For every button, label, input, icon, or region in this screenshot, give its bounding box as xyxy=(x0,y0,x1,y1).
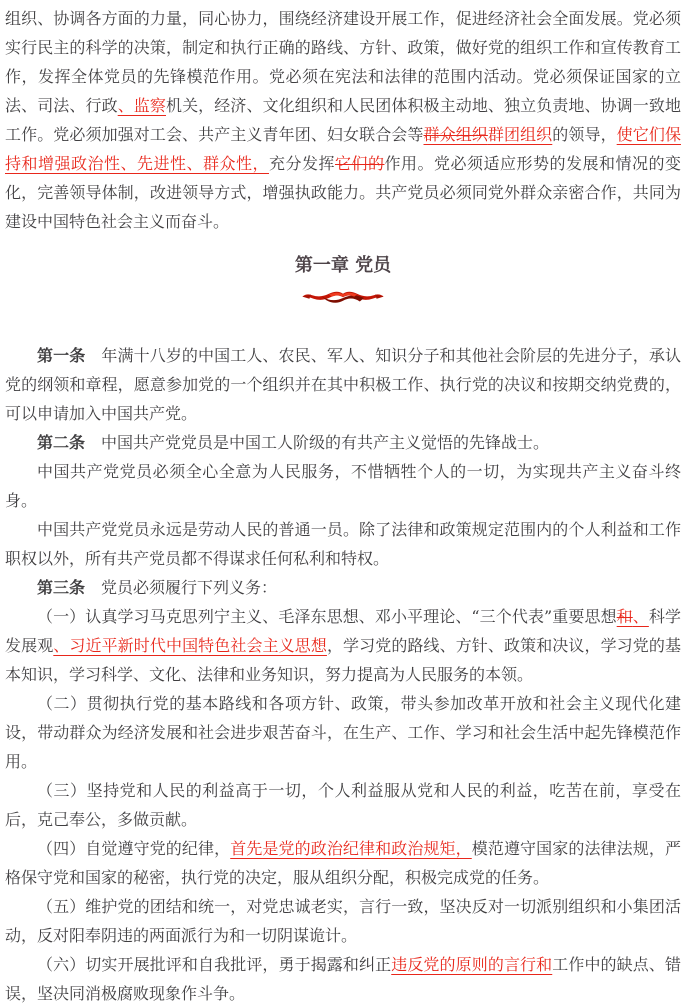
text-run: 组织、协调各方面的力量，同心协力，围绕经济建设开展工作，促进经济社会全面发展。党必须实行民主的科学的决策，制定和执行正确的路线、方针、政策，做好党的组织工作和宣传教育工作，发挥全体党员的先锋模范作用。党必须在宪法和法律的范围内活动。党必须保证国家的立法、司法、行政 xyxy=(5,9,681,115)
text-run: ，学习党的路线、方针、政策和决议，学习党的基本知识，学习科学、文化、法律和业务知识，努力提高为人民服务的本领。 xyxy=(5,636,681,684)
text-run: （一）认真学习马克思列宁主义、毛泽东思想、邓小平理论、“三个代表”重要思想 xyxy=(37,607,617,626)
paragraph xyxy=(5,950,681,1008)
text-run: 模范遵守国家的法律法规，严格保守党和国家的秘密，执行党的决定，服从组织分配，积极完成党的任务。 xyxy=(5,839,681,887)
paragraph xyxy=(5,776,681,834)
text-run: （二）贯彻执行党的基本路线和各项方针、政策，带头参加改革开放和社会主义现代化建设，带动群众为经济发展和社会进步艰苦奋斗，在生产、工作、学习和社会生活中起先锋模范作用。 xyxy=(5,694,681,771)
inserted-text: 首先是党的政治纪律和政治规矩， xyxy=(230,839,472,858)
text-run: 党员必须履行下列义务： xyxy=(85,578,278,597)
document-body xyxy=(5,4,681,1008)
article-number: 第一条 xyxy=(37,346,86,365)
text-run: （六）切实开展批评和自我批评，勇于揭露和纠正 xyxy=(37,955,392,974)
text-run: 中国共产党党员永远是劳动人民的普通一员。除了法律和政策规定范围内的个人利益和工作职权以外，所有共产党员都不得谋求任何私利和特权。 xyxy=(5,520,681,568)
paragraph xyxy=(5,4,681,236)
paragraph xyxy=(5,892,681,950)
paragraph xyxy=(5,689,681,776)
text-run: 充分发挥 xyxy=(268,154,335,173)
ribbon-divider xyxy=(5,287,681,313)
paragraph xyxy=(5,834,681,892)
text-run: 工作中的缺点、错误，坚决同消极腐败现象作斗争。 xyxy=(5,955,681,1003)
inserted-text: 、监察 xyxy=(117,96,166,115)
text-run: 科学发展观 xyxy=(5,607,681,655)
inserted-text: 、习近平新时代中国特色社会主义思想 xyxy=(53,636,327,655)
paragraph xyxy=(5,602,681,689)
paragraph xyxy=(5,341,681,428)
deleted-text: 它们的 xyxy=(334,154,385,173)
article-number: 第三条 xyxy=(37,578,86,597)
inserted-text: 违反党的原则的言行和 xyxy=(391,955,553,974)
text-run: 中国共产党党员是中国工人阶级的有共产主义觉悟的先锋战士。 xyxy=(85,433,550,452)
text-run: （四）自觉遵守党的纪律， xyxy=(37,839,231,858)
inserted-text: 、 xyxy=(632,607,649,626)
text-run: （三）坚持党和人民的利益高于一切，个人利益服从党和人民的利益，吃苦在前，享受在后，克己奉公，多做贡献。 xyxy=(5,781,681,829)
red-ribbon-icon xyxy=(301,287,385,309)
deleted-text: 群众组织 xyxy=(423,125,488,144)
inserted-text: 群团组织 xyxy=(487,125,553,144)
paragraph xyxy=(5,428,681,457)
paragraph xyxy=(5,515,681,573)
article-number: 第二条 xyxy=(37,433,86,452)
inserted-text: 使它们保持和增强政治性、先进性、群众性， xyxy=(5,125,681,173)
text-run: 中国共产党党员必须全心全意为人民服务，不惜牺牲个人的一切，为实现共产主义奋斗终身。 xyxy=(5,462,681,510)
text-run: 作用。党必须适应形势的发展和情况的变化，完善领导体制，改进领导方式，增强执政能力。共产党员必须同党外群众亲密合作，共同为建设中国特色社会主义而奋斗。 xyxy=(5,154,681,231)
deleted-text: 和 xyxy=(616,607,633,626)
text-run: 年满十八岁的中国工人、农民、军人、知识分子和其他社会阶层的先进分子，承认党的纲领和章程，愿意参加党的一个组织并在其中积极工作、执行党的决议和按期交纳党费的，可以申请加入中国共产党。 xyxy=(5,346,681,423)
chapter-heading: 第一章 党员 xyxy=(294,255,392,276)
paragraph xyxy=(5,457,681,515)
text-run: 机关，经济、文化组织和人民团体积极主动地、独立负责地、协调一致地工作。党必须加强对工会、共产主义青年团、妇女联合会等 xyxy=(5,96,681,144)
text-run: 的领导， xyxy=(552,125,617,144)
text-run: （五）维护党的团结和统一，对党忠诚老实，言行一致，坚决反对一切派别组织和小集团活动，反对阳奉阴违的两面派行为和一切阴谋诡计。 xyxy=(5,897,681,945)
paragraph xyxy=(5,573,681,602)
